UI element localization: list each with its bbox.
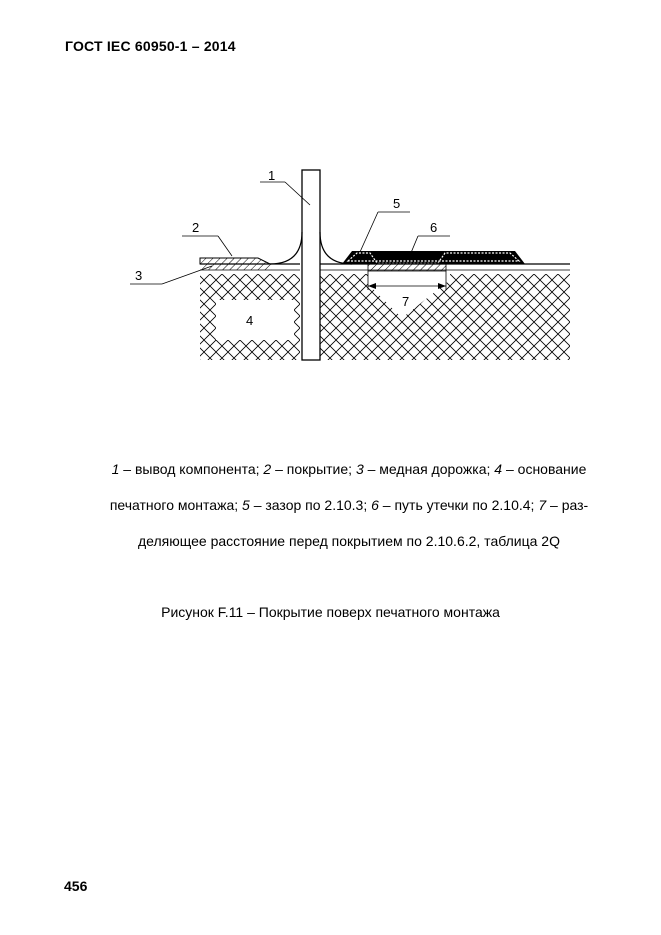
page-number: 456 [64, 878, 88, 894]
caption-line-2: печатного монтажа; 5 – зазор по 2.10.3; 6 – путь утечки по 2.10.4; 7 – раз- [109, 497, 589, 513]
label-6: 6 [430, 220, 438, 235]
figure-title: Рисунок F.11 – Покрытие поверх печатного монтажа [161, 604, 500, 620]
label-4: 4 [246, 313, 254, 328]
label-2: 2 [192, 220, 200, 235]
coating-left [200, 258, 270, 264]
document-header: ГОСТ IEC 60950-1 – 2014 [65, 38, 236, 54]
label-7: 7 [402, 294, 410, 309]
board-base-right [320, 274, 570, 360]
label-5: 5 [393, 196, 401, 211]
copper-track-left [200, 264, 272, 270]
caption-line-1: 1 – вывод компонента; 2 – покрытие; 3 – медная дорожка; 4 – основание [111, 461, 587, 477]
label-3: 3 [135, 268, 143, 283]
pcb-coating-diagram [120, 160, 580, 375]
label-1: 1 [268, 168, 276, 183]
caption-line-3: деляющее расстояние перед покрытием по 2.10.6.2, таблица 2Q [138, 533, 560, 549]
component-lead [302, 170, 320, 360]
